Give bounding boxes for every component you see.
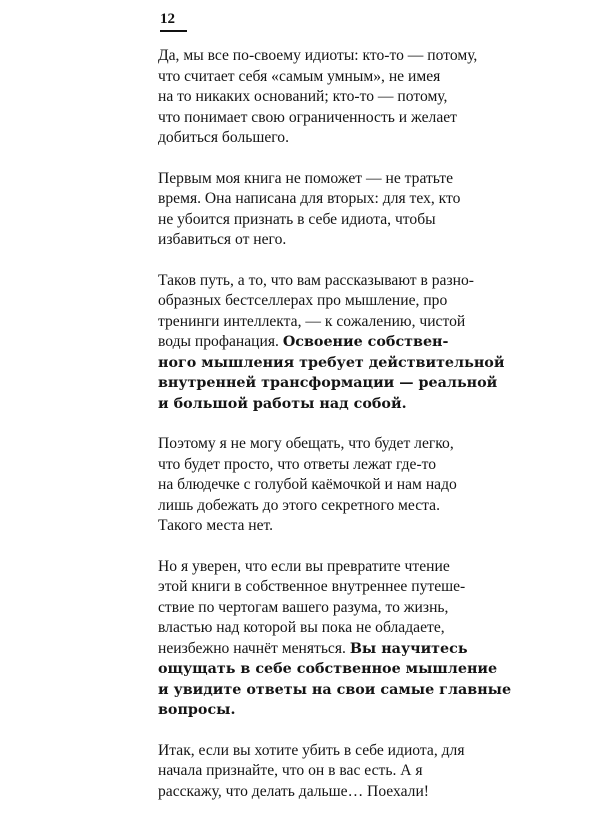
text-segment: что будет просто, что ответы лежат где-то [158, 455, 437, 473]
text-line [158, 87, 478, 108]
text-line [158, 353, 505, 374]
text-line [158, 516, 478, 537]
text-line [158, 128, 478, 149]
text-line [158, 557, 478, 578]
bold-text-segment: и увидите ответы на свои самые главные [158, 681, 512, 698]
text-segment: на то никаких оснований; кто-то — потому, [158, 88, 448, 105]
paragraph [158, 271, 505, 415]
text-segment: Да, мы все по-своему идиоты: кто-то — потому, [158, 47, 478, 64]
text-line [158, 312, 478, 333]
text-line [158, 373, 498, 394]
body-text [158, 46, 512, 822]
text-line [158, 434, 478, 455]
bold-text-segment: и большой работы над собой. [158, 395, 407, 412]
text-segment: что считает себя «самым умным», не имея [158, 67, 441, 85]
text-line [158, 700, 478, 721]
text-line [158, 332, 478, 353]
text-segment: на блюдечке с голубой каёмочкой и нам надо [158, 476, 457, 493]
text-segment: добиться большего. [158, 129, 289, 146]
bold-text-segment: Освоение собствен- [282, 334, 449, 350]
text-segment: неизбежно начнёт меняться. [158, 639, 350, 657]
text-segment: образных бестселлерах про мышление, про [158, 292, 448, 309]
text-line [158, 455, 478, 476]
text-segment: властью над которой вы пока не обладаете, [158, 619, 445, 636]
text-line [158, 782, 478, 803]
text-line [158, 169, 478, 190]
text-line [158, 577, 478, 598]
text-segment: Таков путь, а то, что вам рассказывают в разно- [158, 271, 474, 289]
text-line [158, 761, 478, 782]
text-segment: что понимает свою ограниченность и желает [158, 108, 457, 126]
text-line [158, 291, 478, 312]
text-segment: расскажу, что делать дальше… Поехали! [158, 782, 429, 800]
bold-text-segment: вопросы. [158, 702, 236, 718]
paragraph [158, 46, 478, 149]
text-line [158, 741, 478, 762]
page-number: 12 [160, 11, 175, 27]
bold-text-segment: внутренней трансформации — реальной [158, 375, 498, 391]
text-line [158, 46, 478, 67]
text-line [158, 598, 478, 619]
text-line [158, 639, 478, 660]
text-segment: избавиться от него. [158, 231, 287, 248]
text-segment: Первым моя книга не поможет — не тратьте [158, 169, 454, 187]
text-line [158, 210, 478, 231]
text-line [158, 67, 478, 88]
text-segment: этой книги в собственное внутреннее путеше- [158, 578, 466, 595]
text-segment: Но я уверен, что если вы превратите чтение [158, 557, 450, 575]
paragraph [158, 557, 512, 721]
text-segment: Итак, если вы хотите убить в себе идиота, для [158, 741, 465, 759]
bold-text-segment: Вы научитесь [349, 640, 468, 657]
text-line [158, 475, 478, 496]
bold-text-segment: ного мышления требует действительной [158, 354, 505, 371]
bold-text-segment: ощущать в себе собственное мышление [158, 661, 498, 677]
paragraph [158, 169, 478, 251]
text-line [158, 230, 478, 251]
text-segment: не убоится признать в себе идиота, чтобы [158, 210, 436, 228]
text-line [158, 108, 478, 129]
text-segment: Такого места нет. [158, 517, 274, 534]
text-segment: тренинги интеллекта, — к сожалению, чистой [158, 312, 466, 330]
text-line [158, 680, 512, 701]
text-line [158, 189, 478, 210]
text-segment: ствие по чертогам вашего разума, то жизнь, [158, 598, 449, 616]
text-segment: время. Она написана для вторых: для тех, кто [158, 190, 461, 207]
text-line [158, 496, 478, 517]
text-segment: Поэтому я не могу обещать, что будет легко, [158, 435, 454, 452]
text-segment: воды профанация. [158, 333, 283, 350]
text-line [158, 618, 478, 639]
text-line [158, 271, 478, 292]
text-segment: начала признайте, что он в вас есть. А я [158, 762, 423, 779]
text-segment: лишь добежать до этого секретного места. [158, 496, 440, 514]
text-line [158, 394, 478, 415]
text-line [158, 659, 498, 680]
page-number-rule [160, 30, 187, 32]
paragraph [158, 434, 478, 537]
